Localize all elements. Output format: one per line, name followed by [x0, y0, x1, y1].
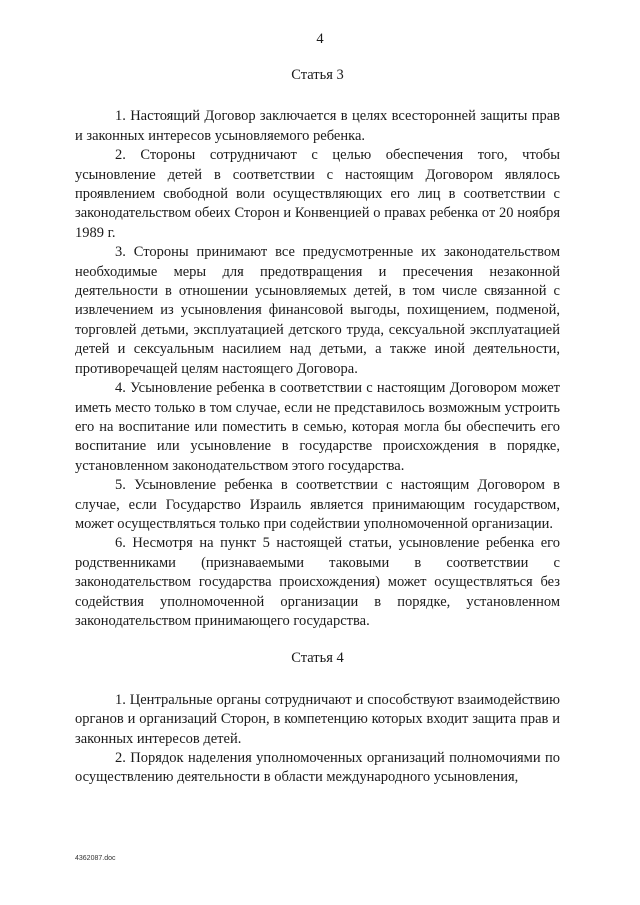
article-4-paragraph-1: 1. Центральные органы сотрудничают и способствуют взаимодействию органов и организаций Сторон, в компетенцию которых входит защита прав и законных интересов детей.	[75, 691, 560, 747]
page-number: 4	[316, 31, 324, 47]
article-4-title: Статья 4	[291, 650, 344, 667]
article-3-paragraph-6: 6. Несмотря на пункт 5 настоящей статьи, усыновление ребенка его родственниками (признаваемыми таковыми в соответствии с законодательством государства происхождения) может осуществляться без содействия уполномоченной организации в порядке, установленном законодательством принимающего государства.	[75, 535, 560, 629]
article-3-paragraph-5: 5. Усыновление ребенка в соответствии с настоящим Договором в случае, если Государство Израиль является принимающим государством, может осуществляться только при содействии уполномоченной организации.	[75, 477, 560, 532]
article-4-paragraph-2: 2. Порядок наделения уполномоченных организаций полномочиями по осуществлению деятельности в области международного усыновления,	[75, 750, 560, 786]
article-3-paragraph-2: 2. Стороны сотрудничают с целью обеспечения того, чтобы усыновление детей в соответствии с настоящим Договором являлось проявлением свободной воли осуществляющих его лиц в соответствии с законодательством обеих Сторон и Конвенцией о правах ребенка от 20 ноября 1989 г.	[75, 147, 560, 241]
article-3-paragraph-3: 3. Стороны принимают все предусмотренные их законодательством необходимые меры для предотвращения и пресечения незаконной деятельности в отношении усыновляемых детей, в том числе связанной с извлечением из усыновления финансовой выгоды, похищением, подменой, торговлей детьми, эксплуатацией детского труда, сексуальной эксплуатацией детей и сексуальным насилием над детьми, а также иной деятельности, противоречащей целям настоящего Договора.	[75, 244, 560, 377]
article-3-paragraph-4: 4. Усыновление ребенка в соответствии с настоящим Договором может иметь место только в том случае, если не представилось возможным устроить его на воспитание или поместить в семью, которая могла бы обеспечить его воспитание или усыновление в государстве происхождения в порядке, установленном законодательством этого государства.	[75, 380, 560, 474]
article-3-paragraph-1: 1. Настоящий Договор заключается в целях всесторонней защиты прав и законных интересов усыновляемого ребенка.	[75, 108, 560, 144]
footer-filename: 4362087.doc	[75, 855, 116, 862]
document-body	[75, 66, 560, 788]
article-3-title: Статья 3	[291, 67, 344, 83]
